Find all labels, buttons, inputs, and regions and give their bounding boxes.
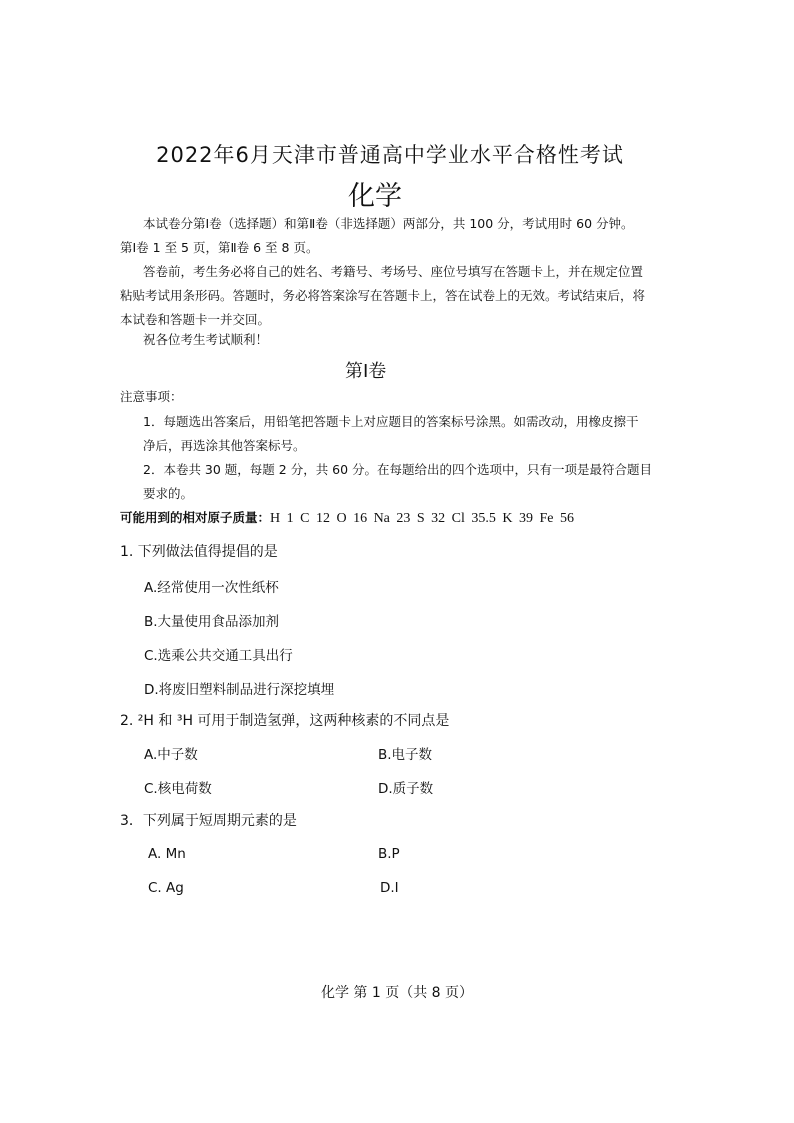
question-2-option-b: B.电子数	[378, 747, 433, 763]
question-2-option-c: C.核电荷数	[144, 781, 212, 797]
question-1-option-d: D.将废旧塑料制品进行深挖填埋	[144, 682, 335, 698]
question-3-option-c: C. Ag	[148, 880, 184, 896]
question-2-option-d: D.质子数	[378, 781, 434, 797]
note-1-line-1: 1．每题选出答案后，用铅笔把答题卡上对应题目的答案标号涂黑。如需改动，用橡皮擦干	[143, 414, 639, 429]
volume-title: 第Ⅰ卷	[345, 361, 387, 382]
intro-line-5: 本试卷和答题卡一并交回。	[120, 312, 271, 327]
page-footer: 化学 第 1 页（共 8 页）	[320, 985, 474, 1001]
notes-heading: 注意事项：	[120, 389, 183, 404]
question-1-stem: 1. 下列做法值得提倡的是	[120, 544, 278, 560]
atomic-mass-values: H 1 C 12 O 16 Na 23 S 32 Cl 35.5 K 39 Fe 56	[270, 511, 575, 526]
intro-line-1: 本试卷分第Ⅰ卷（选择题）和第Ⅱ卷（非选择题）两部分，共 100 分，考试用时 60 分钟。	[143, 216, 634, 231]
question-1-option-b: B.大量使用食品添加剂	[144, 614, 280, 630]
note-2-line-2: 要求的。	[143, 486, 194, 501]
exam-title: 2022年6月天津市普通高中学业水平合格性考试	[156, 143, 624, 167]
note-2-line-1: 2．本卷共 30 题，每题 2 分，共 60 分。在每题给出的四个选项中，只有一项是最符合题目	[143, 462, 653, 477]
question-1-option-c: C.选乘公共交通工具出行	[144, 648, 293, 664]
intro-line-3: 答卷前，考生务必将自己的姓名、考籍号、考场号、座位号填写在答题卡上，并在规定位置	[143, 264, 644, 279]
atomic-mass-label: 可能用到的相对原子质量：	[120, 510, 271, 525]
note-1-line-2: 净后，再选涂其他答案标号。	[143, 438, 306, 453]
subject-title: 化学	[348, 181, 402, 212]
intro-line-2: 第Ⅰ卷 1 至 5 页，第Ⅱ卷 6 至 8 页。	[120, 240, 319, 255]
question-3-option-a: A. Mn	[148, 846, 186, 862]
question-2-option-a: A.中子数	[144, 747, 198, 763]
intro-line-4: 粘贴考试用条形码。答题时，务必将答案涂写在答题卡上，答在试卷上的无效。考试结束后，将	[120, 288, 646, 303]
question-1-option-a: A.经常使用一次性纸杯	[144, 580, 279, 596]
question-2-stem: 2. ²H 和 ³H 可用于制造氢弹，这两种核素的不同点是	[120, 713, 450, 729]
question-3-stem: 3．下列属于短周期元素的是	[120, 813, 297, 829]
question-3-option-b: B.P	[378, 846, 400, 862]
intro-line-6: 祝各位考生考试顺利！	[143, 332, 269, 347]
atomic-mass-line	[120, 508, 574, 527]
question-3-option-d: D.I	[380, 880, 399, 896]
